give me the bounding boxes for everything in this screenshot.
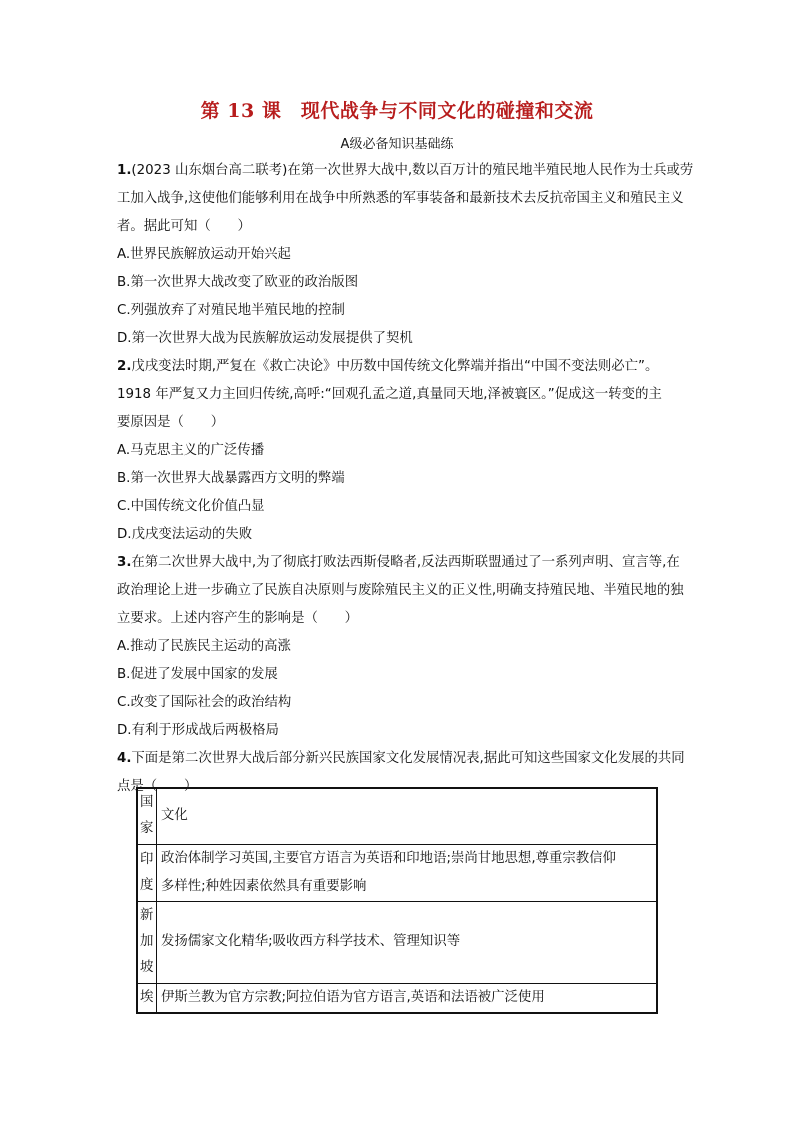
question-stem-line: 点是（ ） [117, 779, 198, 794]
option-a: A.世界民族解放运动开始兴起 [117, 247, 291, 262]
section-heading: A级必备知识基础练 [340, 137, 454, 152]
question-number: 2. [117, 359, 132, 374]
question-stem-line: 者。据此可知（ ） [117, 219, 251, 234]
option-a: A.推动了民族民主运动的高涨 [117, 639, 291, 654]
option-d: D.有利于形成战后两极格局 [117, 723, 279, 738]
option-a: A.马克思主义的广泛传播 [117, 443, 265, 458]
option-b: B.促进了发展中国家的发展 [117, 667, 278, 682]
question-stem-line: 在第二次世界大战中,为了彻底打败法西斯侵略者,反法西斯联盟通过了一系列声明、宣言等,在 [131, 555, 680, 570]
table-header-culture: 文化 [157, 788, 658, 844]
option-c: C.列强放弃了对殖民地半殖民地的控制 [117, 303, 345, 318]
question-1 [117, 157, 694, 353]
question-stem-line: 工加入战争,这使他们能够利用在战争中所熟悉的军事装备和最新技术去反抗帝国主义和殖民主义 [117, 191, 684, 206]
table-header-country: 国 家 [137, 788, 157, 844]
question-stem-line: 政治理论上进一步确立了民族自决原则与废除殖民主义的正义性,明确支持殖民地、半殖民地的独 [117, 583, 684, 598]
question-number: 3. [117, 555, 132, 570]
table-cell-culture: 伊斯兰教为官方宗教;阿拉伯语为官方语言,英语和法语被广泛使用 [157, 983, 658, 1013]
table-row [137, 901, 657, 983]
option-b: B.第一次世界大战改变了欧亚的政治版图 [117, 275, 359, 290]
option-b: B.第一次世界大战暴露西方文明的弊端 [117, 471, 345, 486]
table-cell-country: 新 加 坡 [137, 901, 157, 983]
question-stem-line: (2023 山东烟台高二联考)在第一次世界大战中,数以百万计的殖民地半殖民地人民作为士兵或劳 [131, 163, 694, 178]
table-row [137, 983, 657, 1013]
question-stem-line: 戊戌变法时期,严复在《救亡决论》中历数中国传统文化弊端并指出“中国不变法则必亡”。 [131, 359, 659, 374]
table-cell-country: 埃 [137, 983, 157, 1013]
table-row [137, 844, 657, 901]
table-header-row [137, 788, 657, 844]
lesson-title: 第 13 课 现代战争与不同文化的碰撞和交流 [200, 100, 594, 122]
table-cell-country: 印 度 [137, 844, 157, 901]
question-2 [117, 353, 687, 549]
table-cell-culture: 政治体制学习英国,主要官方语言为英语和印地语;崇尚甘地思想,尊重宗教信仰 多样性;种姓因素依然具有重要影响 [157, 844, 658, 901]
question-list [117, 157, 694, 801]
question-number: 1. [117, 163, 132, 178]
option-d: D.戊戌变法运动的失败 [117, 527, 253, 542]
question-stem-line: 1918 年严复又力主回归传统,高呼:“回观孔孟之道,真量同天地,泽被寰区。”促成这一转变的主 [117, 387, 662, 402]
question-stem-line: 立要求。上述内容产生的影响是（ ） [117, 611, 359, 626]
option-c: C.中国传统文化价值凸显 [117, 499, 265, 514]
option-c: C.改变了国际社会的政治结构 [117, 695, 292, 710]
question-stem-line: 下面是第二次世界大战后部分新兴民族国家文化发展情况表,据此可知这些国家文化发展的共同 [131, 751, 685, 766]
question-number: 4. [117, 751, 132, 766]
question-3 [117, 549, 687, 745]
table-cell-culture: 发扬儒家文化精华;吸收西方科学技术、管理知识等 [157, 901, 658, 983]
option-d: D.第一次世界大战为民族解放运动发展提供了契机 [117, 331, 413, 346]
culture-table [136, 787, 658, 1014]
question-stem-line: 要原因是（ ） [117, 415, 225, 430]
